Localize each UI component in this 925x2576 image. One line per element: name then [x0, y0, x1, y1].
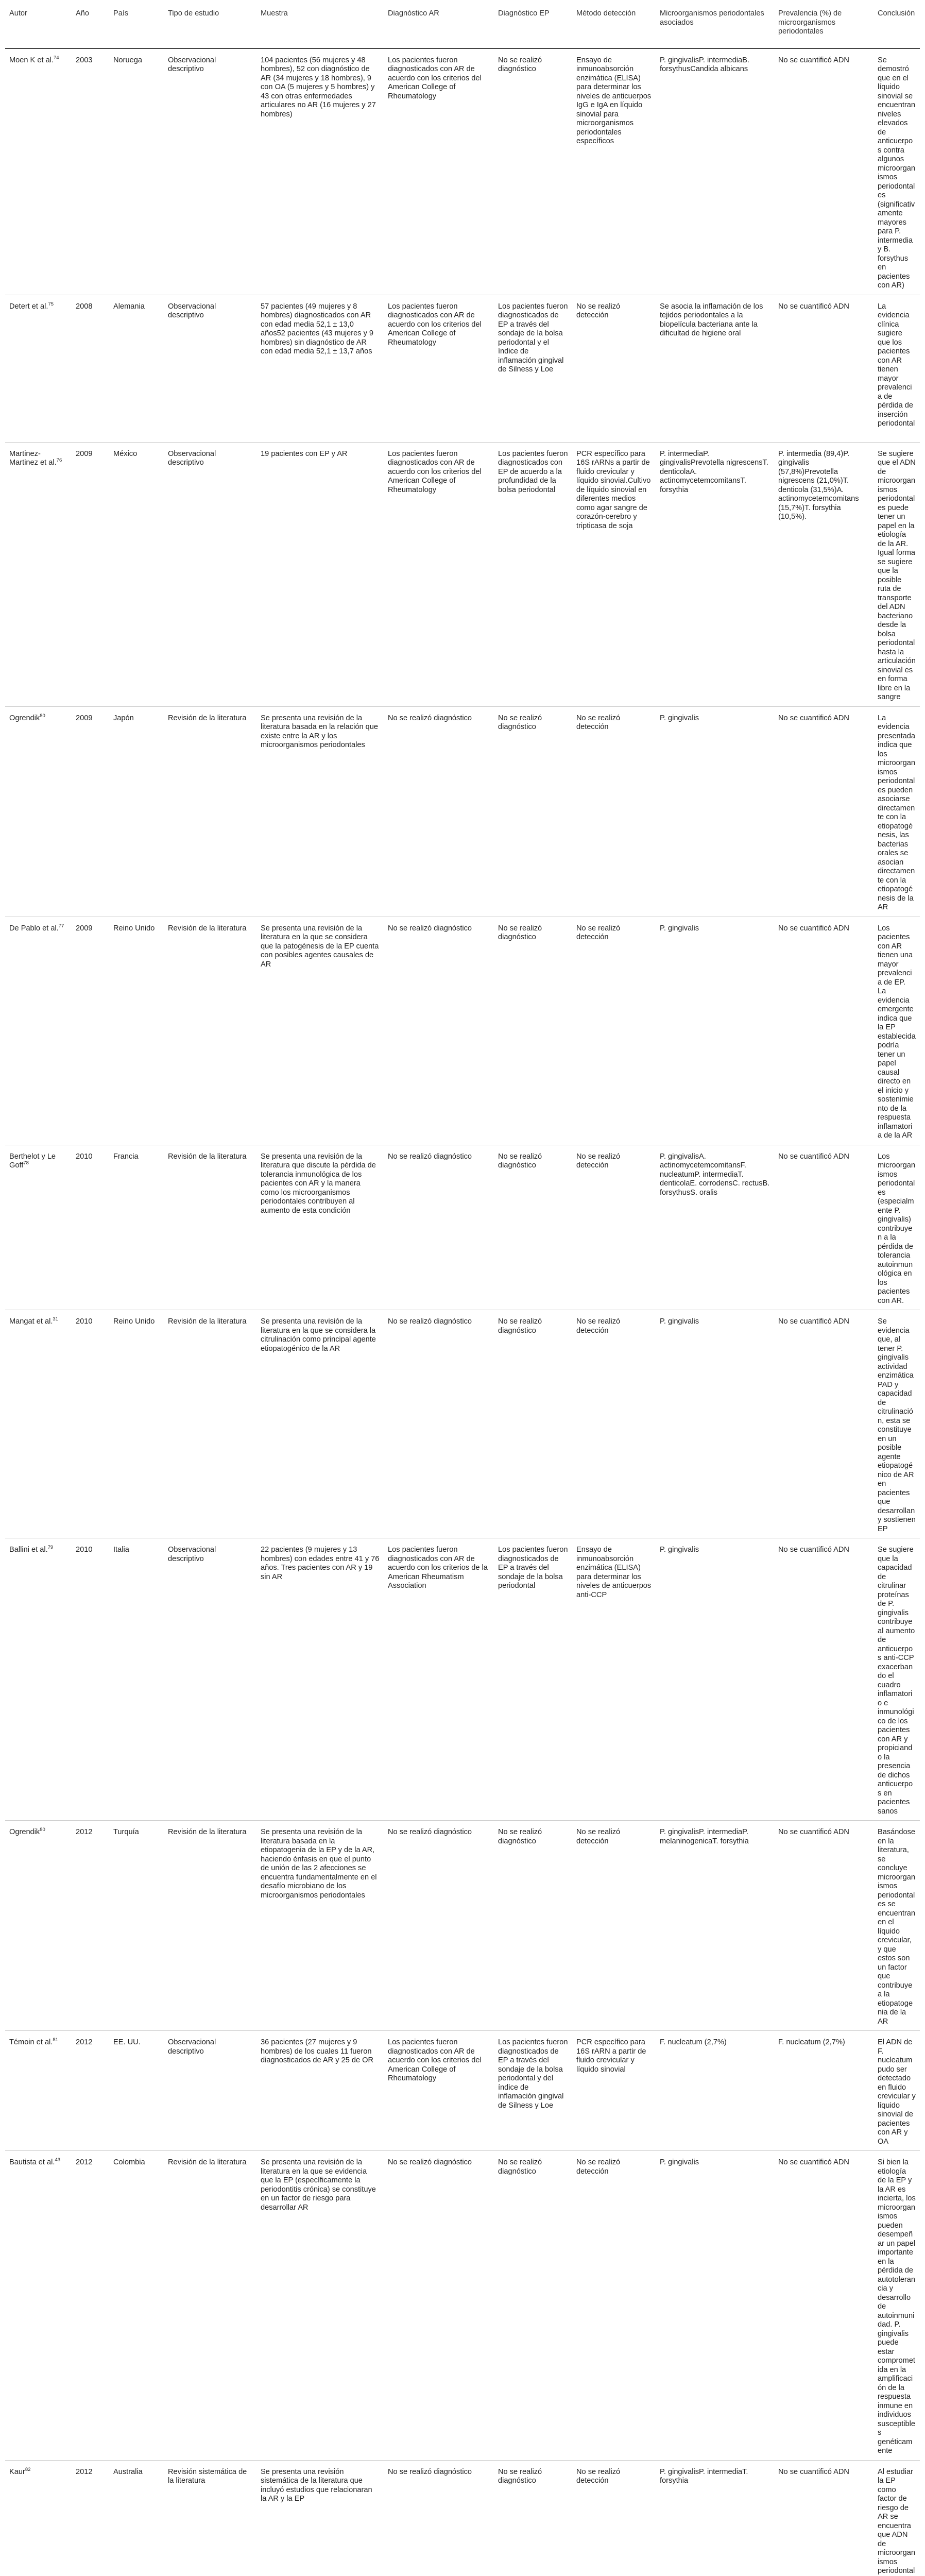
cell-study-type: Revisión de la literatura — [164, 1145, 256, 1310]
cell-detection-method: No se realizó detección — [572, 2460, 656, 2576]
cell-ra-diagnosis: Los pacientes fueron diagnosticados con AR de acuerdo con los criterios del American College of Rheumatology — [384, 295, 494, 442]
cell-year: 2012 — [72, 2151, 109, 2461]
cell-country: Reino Unido — [109, 917, 164, 1145]
reference-number: 43 — [55, 2157, 60, 2163]
cell-study-type: Revisión sistemática de la literatura — [164, 2460, 256, 2576]
cell-author — [5, 1145, 72, 1310]
cell-year: 2012 — [72, 2031, 109, 2151]
cell-microorganisms: P. gingivalisP. intermediaT. forsythia — [656, 2460, 774, 2576]
cell-prevalence: No se cuantificó ADN — [774, 917, 873, 1145]
cell-detection-method: No se realizó detección — [572, 1310, 656, 1538]
cell-prevalence: No se cuantificó ADN — [774, 2151, 873, 2461]
cell-ra-diagnosis: No se realizó diagnóstico — [384, 706, 494, 917]
cell-detection-method: PCR específico para 16S rARN a partir de fluido crevicular y líquido sinovial — [572, 2031, 656, 2151]
cell-country: Australia — [109, 2460, 164, 2576]
cell-detection-method: No se realizó detección — [572, 2151, 656, 2461]
cell-microorganisms: P. gingivalis — [656, 2151, 774, 2461]
cell-sample: 57 pacientes (49 mujeres y 8 hombres) diagnosticados con AR con edad media 52,1 ± 13,0 años52 pacientes (43 mujeres y 9 hombres) sin diagnóstico de AR con edad media 52,1 ± 13,7 años — [256, 295, 384, 442]
cell-country: EE. UU. — [109, 2031, 164, 2151]
cell-study-type: Observacional descriptivo — [164, 2031, 256, 2151]
cell-year: 2010 — [72, 1145, 109, 1310]
cell-country: Alemania — [109, 295, 164, 442]
cell-ra-diagnosis: Los pacientes fueron diagnosticados con AR de acuerdo con los criterios del American College of Rheumatology — [384, 2031, 494, 2151]
cell-country: Colombia — [109, 2151, 164, 2461]
cell-pd-diagnosis: Los pacientes fueron diagnosticados con EP de acuerdo a la profundidad de la bolsa periodontal — [494, 442, 572, 706]
cell-author — [5, 1821, 72, 2031]
author-name: Moen K et al. — [9, 56, 54, 64]
reference-number: 75 — [48, 301, 54, 307]
cell-year: 2009 — [72, 706, 109, 917]
author-name: Ballini et al. — [9, 1546, 48, 1554]
column-header-sample: Muestra — [256, 4, 384, 48]
cell-detection-method: No se realizó detección — [572, 1145, 656, 1310]
cell-country: México — [109, 442, 164, 706]
cell-detection-method: No se realizó detección — [572, 295, 656, 442]
cell-detection-method: No se realizó detección — [572, 917, 656, 1145]
column-header-conclusion: Conclusión — [873, 4, 920, 48]
cell-microorganisms: P. gingivalisP. intermediaB. forsythusCandida albicans — [656, 48, 774, 295]
cell-prevalence: F. nucleatum (2,7%) — [774, 2031, 873, 2151]
reference-number: 80 — [40, 1827, 45, 1833]
cell-detection-method: No se realizó detección — [572, 1821, 656, 2031]
column-header-prevalence: Prevalencia (%) de microorganismos periodontales — [774, 4, 873, 48]
cell-country: Japón — [109, 706, 164, 917]
cell-conclusion: La evidencia clínica sugiere que los pacientes con AR tienen mayor prevalencia de pérdida de inserción periodontal — [873, 295, 920, 442]
cell-sample: Se presenta una revisión de la literatura en la que se considera la citrulinación como principal agente etiopatogénico de la AR — [256, 1310, 384, 1538]
cell-microorganisms: P. gingivalisP. intermediaP. melaninogenicaT. forsythia — [656, 1821, 774, 2031]
column-header-author: Autor — [5, 4, 72, 48]
table-row — [5, 1821, 920, 2031]
cell-country: Reino Unido — [109, 1310, 164, 1538]
cell-sample: Se presenta una revisión de la literatura basada en la relación que existe entre la AR y los microorganismos periodontales — [256, 706, 384, 917]
cell-pd-diagnosis: No se realizó diagnóstico — [494, 48, 572, 295]
reference-number: 31 — [53, 1316, 58, 1322]
author-name: De Pablo et al. — [9, 924, 59, 933]
cell-sample: 19 pacientes con EP y AR — [256, 442, 384, 706]
table-row — [5, 442, 920, 706]
cell-year: 2010 — [72, 1538, 109, 1821]
header-row — [5, 4, 920, 48]
cell-author — [5, 917, 72, 1145]
cell-ra-diagnosis: Los pacientes fueron diagnosticados con AR de acuerdo con los criterios del American College of Rheumatology — [384, 442, 494, 706]
table-row — [5, 1310, 920, 1538]
cell-conclusion: Se sugiere que el ADN de microorganismos periodontales puede tener un papel en la etiología de la AR. Igual forma se sugiere que la posible ruta de transporte del ADN bacteriano desde la bolsa periodontal hasta la articulación sinovial es en forma libre en la sangre — [873, 442, 920, 706]
cell-sample: 22 pacientes (9 mujeres y 13 hombres) con edades entre 41 y 76 años. Tres pacientes con AR y 19 sin AR — [256, 1538, 384, 1821]
cell-prevalence: P. intermedia (89,4)P. gingivalis (57,8%)Prevotella nigrescens (21,0%)T. denticola (31,5%)A. actinomycetemcomitans (15,7%)T. forsythia (10,5%). — [774, 442, 873, 706]
cell-detection-method: Ensayo de inmunoabsorción enzimática (ELISA) para determinar los niveles de anticuerpos IgG e IgA en líquido sinovial para microorganismos periodontales específicos — [572, 48, 656, 295]
cell-pd-diagnosis: No se realizó diagnóstico — [494, 2151, 572, 2461]
cell-year: 2010 — [72, 1310, 109, 1538]
cell-author — [5, 2031, 72, 2151]
cell-pd-diagnosis: Los pacientes fueron diagnosticados de EP a través del sondaje de la bolsa periodontal y el índice de inflamación gingival de Silness y Loe — [494, 295, 572, 442]
author-name: Mangat et al. — [9, 1317, 53, 1326]
cell-ra-diagnosis: Los pacientes fueron diagnosticados con AR de acuerdo con los criterios del American College of Rheumatology — [384, 48, 494, 295]
cell-prevalence: No se cuantificó ADN — [774, 295, 873, 442]
cell-study-type: Observacional descriptivo — [164, 295, 256, 442]
cell-author — [5, 442, 72, 706]
cell-year: 2009 — [72, 442, 109, 706]
cell-ra-diagnosis: No se realizó diagnóstico — [384, 2151, 494, 2461]
cell-pd-diagnosis: Los pacientes fueron diagnosticados de EP a través del sondaje de la bolsa periodontal — [494, 1538, 572, 1821]
column-header-study-type: Tipo de estudio — [164, 4, 256, 48]
cell-study-type: Revisión de la literatura — [164, 1821, 256, 2031]
cell-author — [5, 48, 72, 295]
cell-microorganisms: Se asocia la inflamación de los tejidos periodontales a la biopelícula bacteriana ante la dificultad de higiene oral — [656, 295, 774, 442]
table-header — [5, 4, 920, 48]
column-header-ra-diagnosis: Diagnóstico AR — [384, 4, 494, 48]
reference-number: 78 — [23, 1160, 29, 1166]
table-row — [5, 1145, 920, 1310]
cell-ra-diagnosis: No se realizó diagnóstico — [384, 1821, 494, 2031]
cell-detection-method: No se realizó detección — [572, 706, 656, 917]
author-name: Martinez-Martinez et al. — [9, 450, 57, 467]
cell-pd-diagnosis: No se realizó diagnóstico — [494, 2460, 572, 2576]
cell-conclusion: Si bien la etiología de la EP y la AR es incierta, los microorganismos pueden desempeñar un papel importante en la pérdida de autotolerancia y desarrollo de autoinmunidad. P. gingivalis puede estar comprometida en la amplificación de la respuesta inmune en individuos susceptibles genéticamente — [873, 2151, 920, 2461]
column-header-microorganisms: Microorganismos periodontales asociados — [656, 4, 774, 48]
cell-author — [5, 295, 72, 442]
cell-conclusion: Los pacientes con AR tienen una mayor prevalencia de EP. La evidencia emergente indica que la EP establecida podría tener un papel causal directo en el inicio y sostenimiento de la respuesta inflamatoria de la AR — [873, 917, 920, 1145]
cell-pd-diagnosis: Los pacientes fueron diagnosticados de EP a través del sondaje de la bolsa periodontal y del índice de inflamación gingival de Silness y Loe — [494, 2031, 572, 2151]
table-row — [5, 48, 920, 295]
studies-table — [5, 4, 920, 2576]
cell-microorganisms: P. gingivalisA. actinomycetemcomitansF. nucleatumP. intermediaT. denticolaE. corrodensC. rectusB. forsythusS. oralis — [656, 1145, 774, 1310]
author-name: Bautista et al. — [9, 2158, 55, 2166]
cell-prevalence: No se cuantificó ADN — [774, 2460, 873, 2576]
cell-conclusion: Se sugiere que la capacidad de citrulinar proteínas de P. gingivalis contribuye al aumento de anticuerpos anti-CCP exacerbando el cuadro inflamatorio e inmunológico de los pacientes con AR y propiciando la presencia de dichos anticuerpos en pacientes sanos — [873, 1538, 920, 1821]
table-body — [5, 48, 920, 2576]
cell-pd-diagnosis: No se realizó diagnóstico — [494, 1145, 572, 1310]
table-row — [5, 1538, 920, 1821]
cell-conclusion: El ADN de F. nucleatum pudo ser detectado en fluido crevicular y líquido sinovial de pacientes con AR y OA — [873, 2031, 920, 2151]
cell-year: 2008 — [72, 295, 109, 442]
cell-ra-diagnosis: Los pacientes fueron diagnosticados con AR de acuerdo con los criterios de la American Rheumatism Association — [384, 1538, 494, 1821]
cell-year: 2012 — [72, 2460, 109, 2576]
reference-number: 74 — [54, 55, 59, 61]
cell-conclusion: Los microorganismos periodontales (especialmente P. gingivalis) contribuyen a la pérdida de tolerancia autoinmunológica en los pacientes con AR. — [873, 1145, 920, 1310]
cell-detection-method: Ensayo de inmunoabsorción enzimática (ELISA) para determinar los niveles de anticuerpos anti-CCP — [572, 1538, 656, 1821]
cell-microorganisms: P. intermediaP. gingivalisPrevotella nigrescensT. denticolaA. actinomycetemcomitansT. forsythia — [656, 442, 774, 706]
cell-author — [5, 2460, 72, 2576]
reference-number: 82 — [25, 2467, 31, 2472]
author-name: Ogrendik — [9, 1828, 40, 1836]
cell-pd-diagnosis: No se realizó diagnóstico — [494, 917, 572, 1145]
cell-country: Turquía — [109, 1821, 164, 2031]
cell-sample: Se presenta una revisión de la literatura que discute la pérdida de tolerancia inmunológica de los pacientes con AR y la manera como los microorganismos periodontales contribuyen al aumento de esta condición — [256, 1145, 384, 1310]
table-row — [5, 917, 920, 1145]
author-name: Kaur — [9, 2468, 25, 2476]
cell-sample: Se presenta una revisión de la literatura en la que se evidencia que la EP (específicamente la periodontitis crónica) se constituye en un factor de riesgo para desarrollar AR — [256, 2151, 384, 2461]
author-name: Ogrendik — [9, 714, 40, 722]
cell-prevalence: No se cuantificó ADN — [774, 1310, 873, 1538]
cell-sample: Se presenta una revisión sistemática de la literatura que incluyó estudios que relacionaran la AR y la EP — [256, 2460, 384, 2576]
cell-study-type: Revisión de la literatura — [164, 1310, 256, 1538]
cell-country: Noruega — [109, 48, 164, 295]
author-name: Berthelot y Le Goff — [9, 1153, 56, 1170]
cell-country: Italia — [109, 1538, 164, 1821]
cell-pd-diagnosis: No se realizó diagnóstico — [494, 706, 572, 917]
cell-author — [5, 1310, 72, 1538]
cell-country: Francia — [109, 1145, 164, 1310]
cell-ra-diagnosis: No se realizó diagnóstico — [384, 917, 494, 1145]
cell-microorganisms: F. nucleatum (2,7%) — [656, 2031, 774, 2151]
cell-year: 2003 — [72, 48, 109, 295]
cell-prevalence: No se cuantificó ADN — [774, 706, 873, 917]
cell-year: 2009 — [72, 917, 109, 1145]
cell-ra-diagnosis: No se realizó diagnóstico — [384, 2460, 494, 2576]
cell-sample: 104 pacientes (56 mujeres y 48 hombres), 52 con diagnóstico de AR (34 mujeres y 18 hombres), 9 con OA (5 mujeres y 5 hombres) y 43 con otras enfermedades articulares no AR (16 mujeres y 27 hombres) — [256, 48, 384, 295]
cell-prevalence: No se cuantificó ADN — [774, 1821, 873, 2031]
cell-microorganisms: P. gingivalis — [656, 706, 774, 917]
cell-conclusion: Se demostró que en el líquido sinovial se encuentran niveles elevados de anticuerpos contra algunos microorganismos periodontales (significativamente mayores para P. intermedia y B. forsythus en pacientes con AR) — [873, 48, 920, 295]
cell-prevalence: No se cuantificó ADN — [774, 48, 873, 295]
author-name: Témoin et al. — [9, 2038, 53, 2046]
cell-prevalence: No se cuantificó ADN — [774, 1145, 873, 1310]
table-row — [5, 706, 920, 917]
cell-study-type: Observacional descriptivo — [164, 1538, 256, 1821]
cell-pd-diagnosis: No se realizó diagnóstico — [494, 1310, 572, 1538]
table-row — [5, 2460, 920, 2576]
cell-ra-diagnosis: No se realizó diagnóstico — [384, 1310, 494, 1538]
column-header-pd-diagnosis: Diagnóstico EP — [494, 4, 572, 48]
cell-study-type: Observacional descriptivo — [164, 48, 256, 295]
cell-conclusion: La evidencia presentada indica que los microorganismos periodontales pueden asociarse directamente con la etiopatogénesis, las bacterias orales se asocian directamente con la etiopatogénesis de la AR — [873, 706, 920, 917]
column-header-country: País — [109, 4, 164, 48]
column-header-detection-method: Método detección — [572, 4, 656, 48]
cell-year: 2012 — [72, 1821, 109, 2031]
cell-study-type: Observacional descriptivo — [164, 442, 256, 706]
table-container — [5, 4, 920, 2576]
cell-prevalence: No se cuantificó ADN — [774, 1538, 873, 1821]
cell-author — [5, 1538, 72, 1821]
cell-author — [5, 706, 72, 917]
reference-number: 80 — [40, 713, 45, 719]
cell-conclusion: Al estudiar la EP como factor de riesgo de AR se encuentra que ADN de microorganismos periodontal — [873, 2460, 920, 2576]
cell-conclusion: Basándose en la literatura, se concluye microorganismos periodontales se encuentran en el líquido crevicular, y que estos son un factor que contribuye a la etiopatogenia de la AR — [873, 1821, 920, 2031]
cell-study-type: Revisión de la literatura — [164, 2151, 256, 2461]
cell-microorganisms: P. gingivalis — [656, 1310, 774, 1538]
cell-ra-diagnosis: No se realizó diagnóstico — [384, 1145, 494, 1310]
cell-microorganisms: P. gingivalis — [656, 917, 774, 1145]
cell-conclusion: Se evidencia que, al tener P. gingivalis actividad enzimática PAD y capacidad de citrulinación, esta se constituye en un posible agente etiopatogénico de AR en pacientes que desarrollan y sostienen EP — [873, 1310, 920, 1538]
cell-pd-diagnosis: No se realizó diagnóstico — [494, 1821, 572, 2031]
cell-sample: Se presenta una revisión de la literatura basada en la etiopatogenia de la EP y de la AR, haciendo énfasis en que el punto de unión de las 2 afecciones se encuentra fundamentalmente en el desafío microbiano de los microorganismos periodontales — [256, 1821, 384, 2031]
reference-number: 76 — [57, 457, 62, 463]
table-row — [5, 2031, 920, 2151]
cell-author — [5, 2151, 72, 2461]
cell-study-type: Revisión de la literatura — [164, 706, 256, 917]
table-row — [5, 295, 920, 442]
column-header-year: Año — [72, 4, 109, 48]
reference-number: 79 — [48, 1545, 54, 1550]
table-row — [5, 2151, 920, 2461]
cell-sample: Se presenta una revisión de la literatura en la que se considera que la patogénesis de la EP cuenta con posibles agentes causales de AR — [256, 917, 384, 1145]
cell-microorganisms: P. gingivalis — [656, 1538, 774, 1821]
author-name: Detert et al. — [9, 302, 48, 311]
cell-study-type: Revisión de la literatura — [164, 917, 256, 1145]
cell-sample: 36 pacientes (27 mujeres y 9 hombres) de los cuales 11 fueron diagnosticados de AR y 25 de OR — [256, 2031, 384, 2151]
reference-number: 81 — [53, 2037, 58, 2043]
reference-number: 77 — [59, 923, 64, 929]
cell-detection-method: PCR específico para 16S rARNs a partir de fluido crevicular y líquido sinovial.Cultivo de líquido sinovial en diferentes medios como agar sangre de corazón-cerebro y tripticasa de soja — [572, 442, 656, 706]
